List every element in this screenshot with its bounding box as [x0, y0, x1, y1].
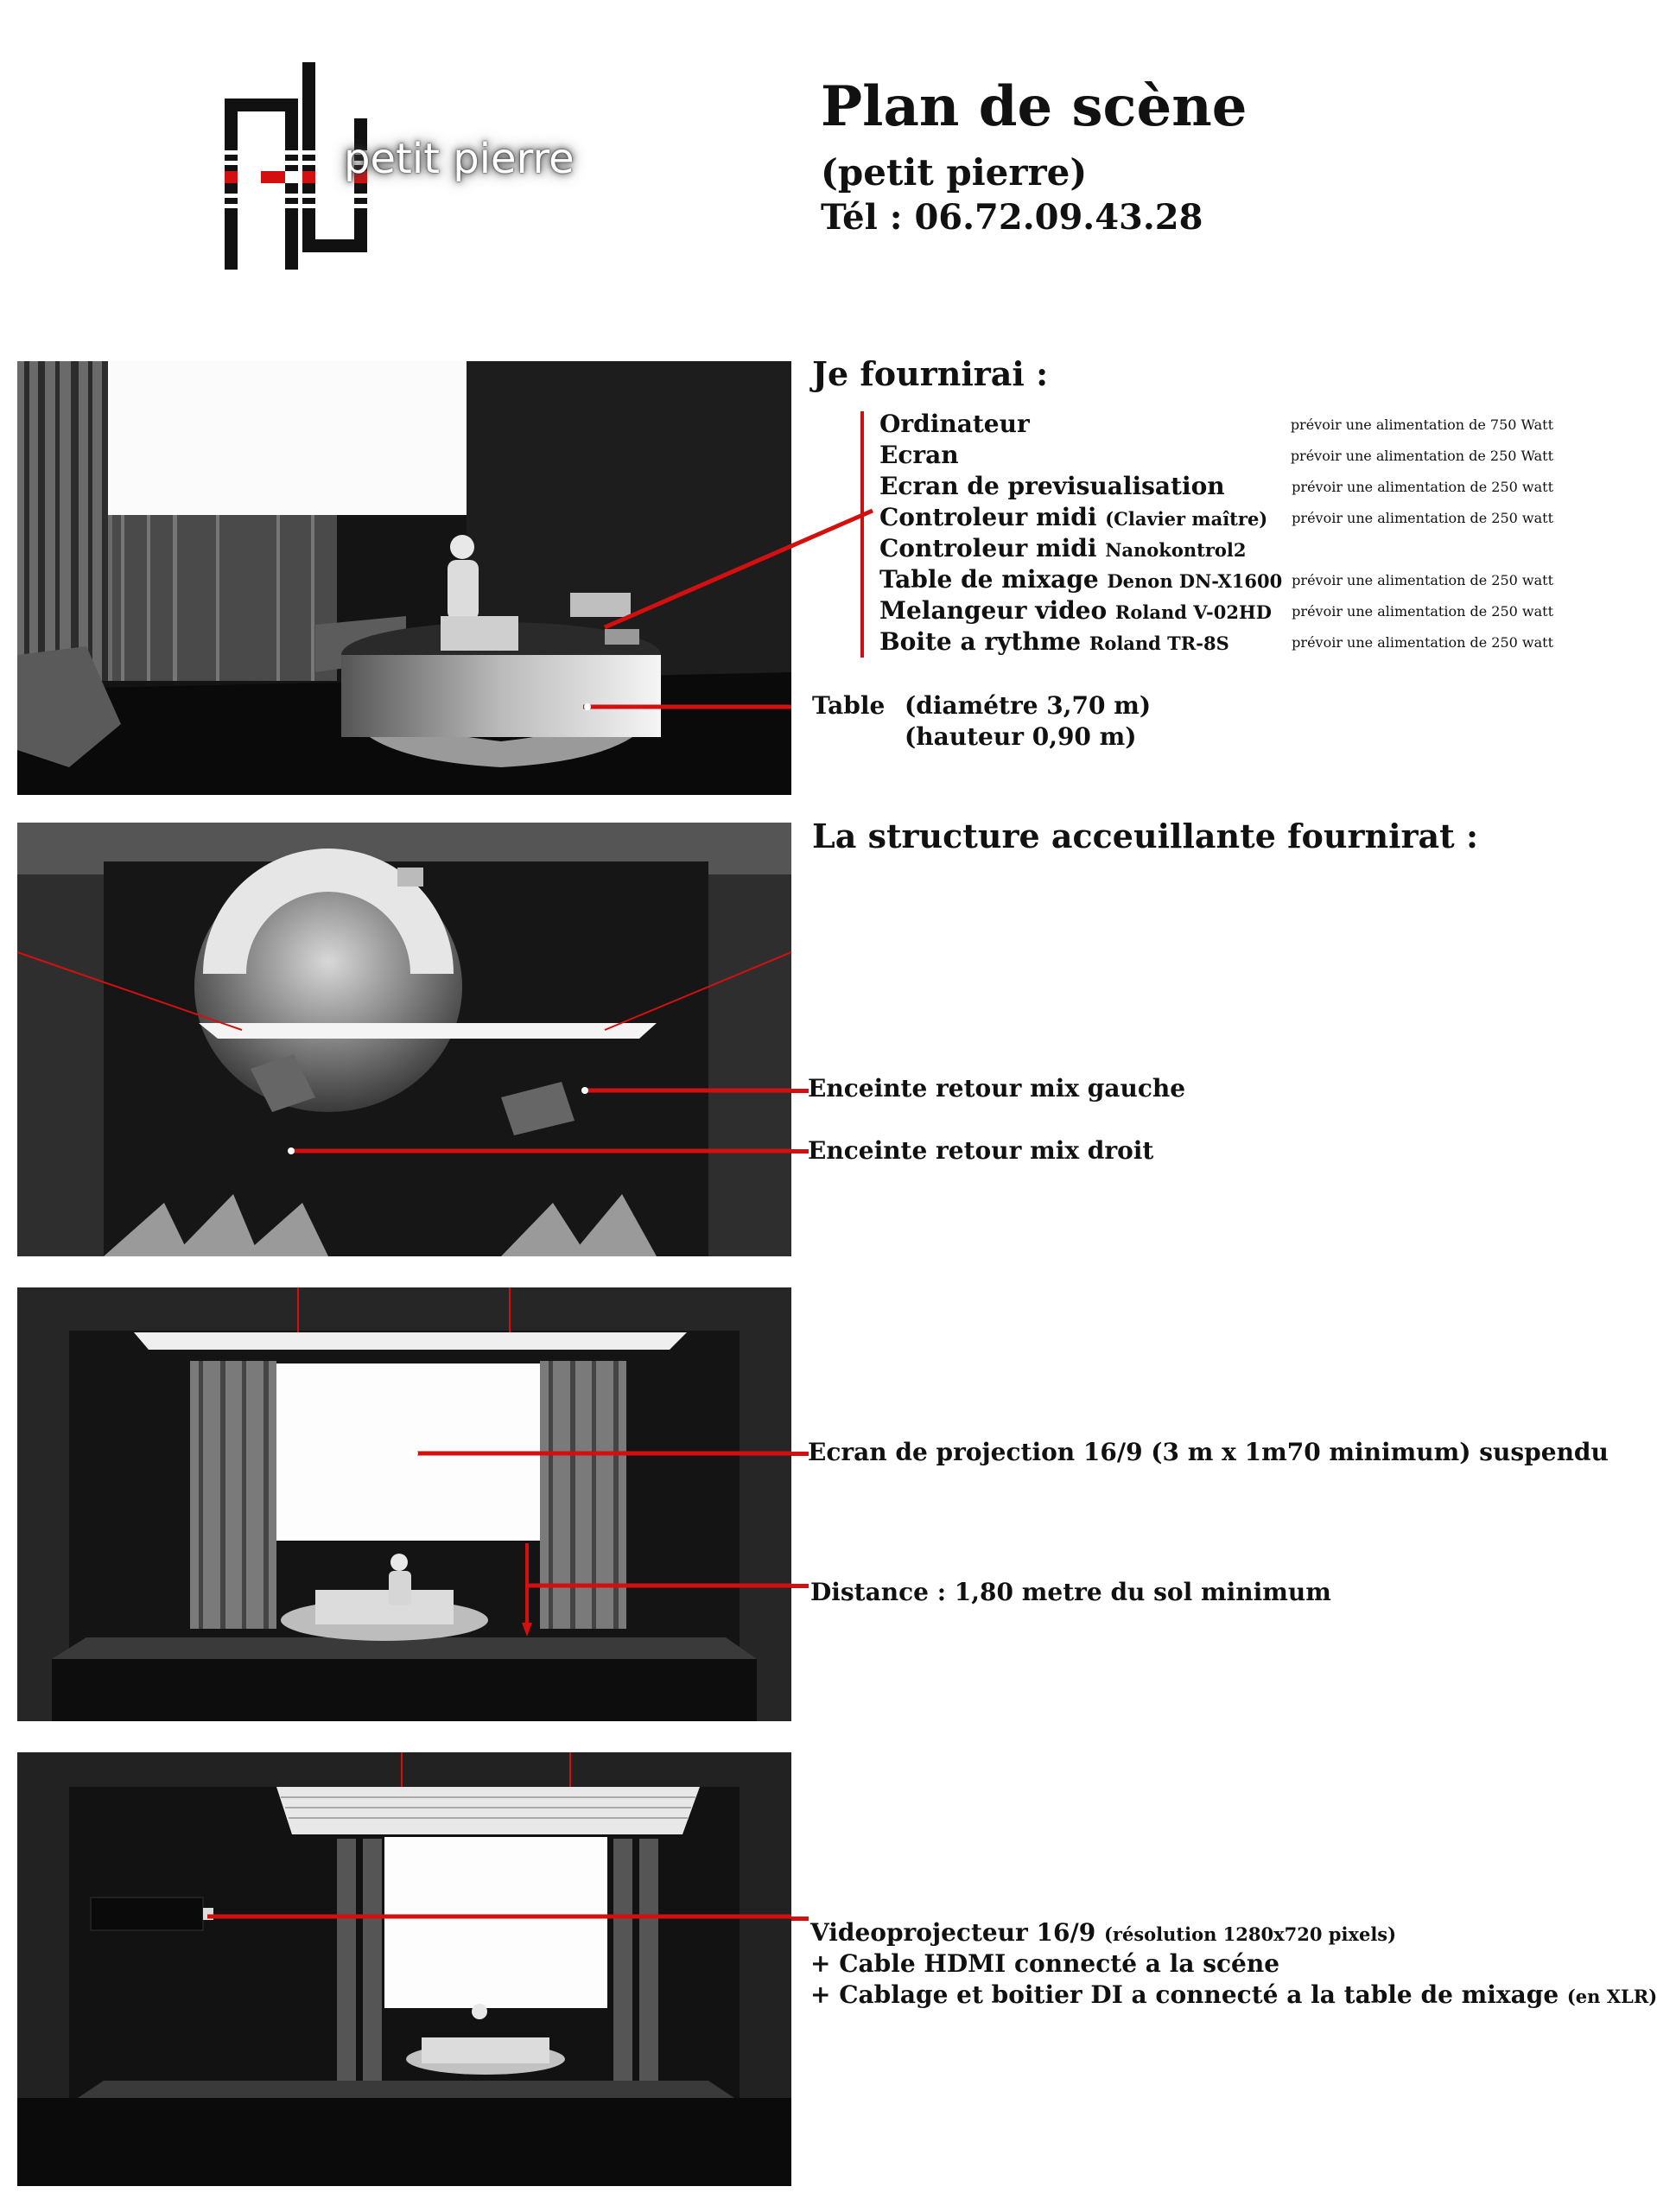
right-speaker-label: Enceinte retour mix droit — [808, 1136, 1154, 1165]
pointer-line — [791, 1916, 809, 1921]
list-item: Controleur midi (Clavier maître) prévoir une alimentation de 250 watt — [879, 503, 1553, 531]
pointer-line — [791, 1584, 809, 1588]
bracket-line — [860, 411, 864, 658]
table-label: Table — [812, 691, 886, 720]
list-item: Ecran prévoir une alimentation de 250 Watt — [879, 441, 1553, 469]
hdmi-label: + Cable HDMI connecté a la scéne — [810, 1949, 1280, 1978]
di-label: + Cablage et boitier DI a connecté a la table de mixage (en XLR) — [810, 1980, 1657, 2009]
distance-label: Distance : 1,80 metre du sol minimum — [810, 1578, 1331, 1606]
section-heading-provided: Je fournirai : — [812, 354, 1049, 393]
page-subtitle: (petit pierre) — [821, 151, 1088, 194]
logo — [216, 54, 605, 278]
section-heading-venue: La structure acceuillante fournirat : — [812, 817, 1478, 855]
list-item: Ordinateur prévoir une alimentation de 750 Watt — [879, 410, 1553, 438]
screen-label: Ecran de projection 16/9 (3 m x 1m70 minimum) suspendu — [808, 1438, 1609, 1466]
left-speaker-label: Enceinte retour mix gauche — [808, 1074, 1186, 1103]
scene-view-3 — [17, 1287, 791, 1721]
table-diameter: (diamétre 3,70 m) — [905, 691, 1152, 720]
projector-label: Videoprojecteur 16/9 (résolution 1280x720 pixels) — [810, 1918, 1397, 1947]
logo-text: petit pierre — [344, 135, 575, 183]
pointer-line — [791, 1149, 809, 1154]
scene-view-2 — [17, 823, 791, 1256]
page-title: Plan de scène — [821, 74, 1248, 139]
list-item: Controleur midi Nanokontrol2 — [879, 534, 1247, 563]
phone-number: Tél : 06.72.09.43.28 — [821, 197, 1203, 238]
pointer-line — [791, 1089, 809, 1093]
list-item: Ecran de previsualisation prévoir une alimentation de 250 watt — [879, 472, 1553, 500]
table-height: (hauteur 0,90 m) — [905, 722, 1137, 751]
list-item: Melangeur video Roland V-02HD prévoir une alimentation de 250 watt — [879, 596, 1553, 625]
pointer-line — [791, 1452, 809, 1456]
list-item: Table de mixage Denon DN-X1600 prévoir une alimentation de 250 watt — [879, 565, 1553, 594]
scene-view-1 — [17, 361, 791, 795]
scene-view-4 — [17, 1752, 791, 2186]
list-item: Boite a rythme Roland TR-8S prévoir une alimentation de 250 watt — [879, 627, 1553, 656]
